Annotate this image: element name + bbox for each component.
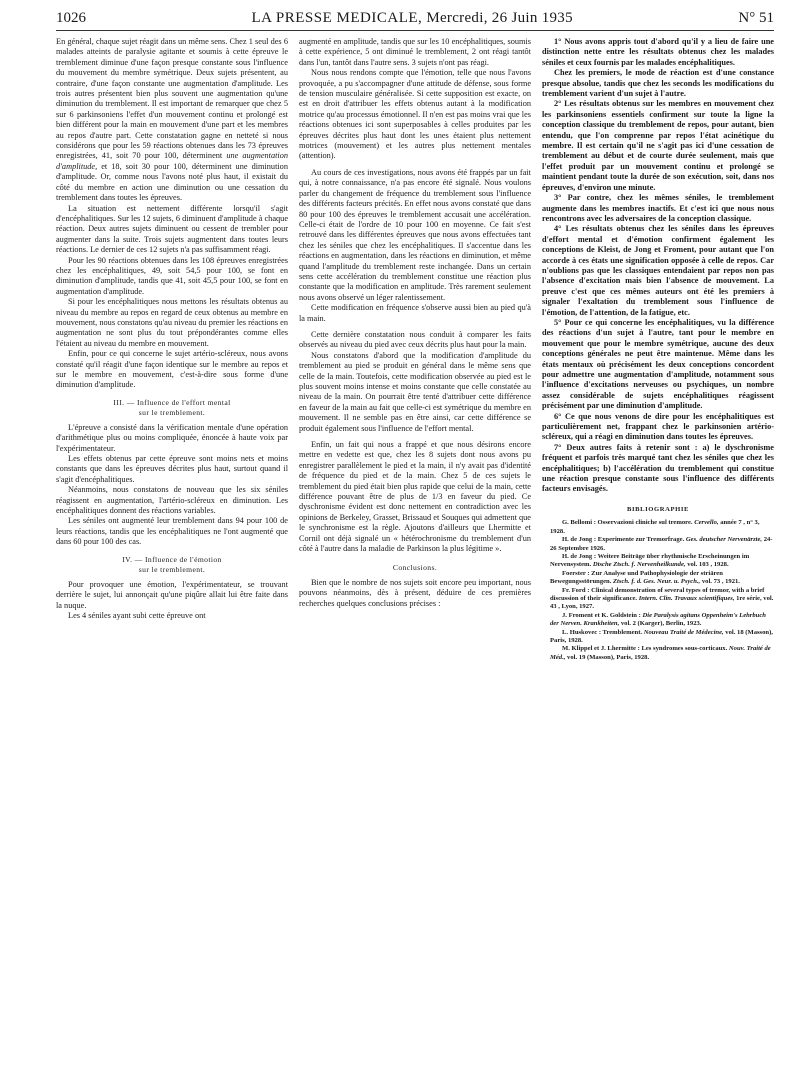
- paragraph: Pour provoquer une émotion, l'expérimentateur, se trouvant derrière le sujet, lui annonçait qu'une piqûre allait lui être faite dans la nuque.: [56, 579, 288, 610]
- ref-author: L. Huskovec: [562, 628, 598, 636]
- paragraph: Enfin, un fait qui nous a frappé et que nous désirons encore mettre en vedette est que, chez les 8 sujets dont nous avons pu enregistrer parallèlement le pied et la main, il n'y avait pas d'identité de fréquence du pied et de la main. Chez 5 de ces sujets le tremblement du pied était bien plus rapide que celui de la main, cette différence pouvant être de plus de 1/3 en faveur du pied. Ce dyschronisme évident est donc nettement en contradiction avec les opinions de Berkeley, Grasset, Brissaud et Souques qui admettent que le synchronisme est la règle. Ajoutons d'ailleurs que Lhermitte et Cornil ont déjà signalé un « hétérochronisme du tremblement d'un côté à l'autre dans la maladie de Parkinson la plus légitime ».: [299, 440, 531, 554]
- ref-detail: , 1928.: [708, 561, 729, 569]
- paragraph: Cette modification en fréquence s'observe aussi bien au pied qu'à la main.: [299, 303, 531, 323]
- conclusions-heading: Conclusions.: [392, 562, 438, 572]
- issue-date: Mercredi, 26 Juin 1935: [426, 10, 573, 26]
- ref-volume: 73: [713, 578, 721, 586]
- bibliography-entry: [542, 612, 774, 629]
- conclusion-item: 7° Deux autres faits à retenir sont : a) le dyschronisme fréquent et parfois très marqué tant chez les séniles que chez les encéphalitiques; b) l'accélération du tremblement qui constitue une réaction presque constante sous l'influence des différents facteurs envisagés.: [542, 442, 774, 494]
- article-columns: [56, 37, 774, 662]
- ref-volume: 43: [550, 603, 557, 611]
- paragraph: Au cours de ces investigations, nous avons été frappés par un fait qui, à notre connaissance, n'a pas encore été signalé. Nous voulons parler du changement de fréquence du tremblement sous l'influence des différents facteurs précités. En effet nous avons constaté que dans 80 pour 100 des épreuves le tremblement accusait une accélération. Celle-ci était de l'ordre de 10 pour 100 en moyenne. Ce fait s'est retrouvé dans les différentes épreuves que nous avons effectuées tant chez les séniles que chez les encéphalitiques. Il s'accentue dans les réactions en augmentation, dans les réactions en diminution, et même quand l'amplitude du tremblement reste inchangée. Dans un certain sens cette accélération du tremblement constitue une réaction plus constante que la modification en amplitude. Très rarement seulement nous avons observé un léger ralentissement.: [299, 167, 531, 302]
- ref-title: : Weitere Beiträge über rhythmische Erscheinungen im Nervensystem.: [550, 552, 750, 569]
- ref-volume: 18: [737, 628, 744, 636]
- section-subtitle: sur le tremblement.: [138, 407, 206, 417]
- section-heading: [56, 555, 288, 575]
- ref-author: H. de Jong: [562, 536, 593, 544]
- ref-title: : Clinical demonstration of several types of tremor, with a brief discussion of their significance.: [550, 586, 765, 602]
- ref-volume: 7: [738, 519, 742, 527]
- paragraph: Les séniles ont augmenté leur tremblement dans 94 pour 100 de leurs réactions, tandis que les encéphalitiques ne l'ont augmenté que dans 60 pour 100 des cas.: [56, 516, 288, 547]
- paragraph-text: et 18, soit 30 pour 100, déterminent une diminution d'amplitude. Or, comme nous l'avons noté plus haut, il existait du côté du membre en action une diminution ou une cessation du tremblement dans toutes les épreuves.: [56, 161, 288, 203]
- journal-name: LA PRESSE MEDICALE,: [251, 10, 423, 26]
- bibliography-heading: BIBLIOGRAPHIE: [626, 505, 690, 513]
- issue-number: N° 51: [738, 10, 774, 26]
- ref-detail: 24-26 Septembre 1926.: [550, 536, 773, 552]
- section-heading: [56, 398, 288, 418]
- paragraph: La situation est nettement différente lorsqu'il s'agit d'encéphalitiques. Sur les 12 sujets, 6 diminuent d'amplitude à chaque réaction. Deux autres sujets diminuent ou cessent de trembler pour augmenter dans la suite. Trois sujets augmentent dans toutes leurs réactions. Le dernier de ces 12 sujets n'a pas suffisamment réagi.: [56, 203, 288, 255]
- conclusion-item: 1° Nous avons appris tout d'abord qu'il y a lieu de faire une distinction nette entre les résultats obtenus chez les malades séniles et ceux fournis par les malades encéphalitiques.: [542, 37, 774, 67]
- bibliography-entry: [542, 629, 774, 646]
- ref-author: Foerster: [562, 569, 586, 577]
- ref-source: Nouv. Traité de Méd.,: [550, 645, 771, 661]
- ref-source: Ztsch. f. d. Ges. Neur. u. Psych.,: [613, 578, 701, 586]
- bibliography-entry: [542, 645, 774, 662]
- ref-author: G. Bellomi: [562, 519, 593, 527]
- ref-detail: 1re série, vol.: [734, 594, 774, 602]
- conclusion-item: 4° Les résultats obtenus chez les séniles dans les épreuves d'effort mental et d'émotion confirment également les conceptions de Kleist, de Jong et Froment, pour autant que l'on accorde à ces états une signification opposée à celle de repos. Car n'oublions pas que les classiques entendaient par repos non pas l'absence d'excitation mais bien l'absence de mouvement. La preuve c'est que ces mêmes auteurs ont été les premiers à signaler l'exaltation du tremblement sous l'influence de l'émotion, de l'attention, de la fatigue, etc.: [542, 224, 774, 317]
- ref-source: Ges. deutscher Nervenärzte,: [685, 536, 763, 544]
- ref-source: Nouveau Traité de Médecine,: [643, 628, 724, 636]
- paragraph: Enfin, pour ce qui concerne le sujet artério-scléreux, nous avons constaté qu'il réagit d'une façon identique sur le membre au repos et sur le membre en mouvement, c'est-à-dire sous forme d'une diminution d'amplitude.: [56, 349, 288, 390]
- bibliography-entry: [542, 570, 774, 587]
- page-header: [56, 10, 774, 31]
- paragraph: Les effets obtenus par cette épreuve sont moins nets et moins constants que dans les épreuves décrites plus haut, surtout quand il s'agit d'encéphalitiques.: [56, 454, 288, 484]
- ref-title: : Les syndromes sous-corticaux.: [635, 645, 729, 653]
- ref-author: Fr. Ford: [562, 586, 586, 594]
- ref-detail: vol.: [565, 653, 579, 661]
- journal-title: [252, 10, 573, 27]
- ref-title: : Osservazioni cliniche sul tremore.: [592, 519, 695, 527]
- ref-title: : Zur Analyse und Pathophysiologie der striären Bewegungsstörungen.: [550, 569, 723, 586]
- ref-detail: vol.: [619, 620, 633, 628]
- paragraph: Pour les 90 réactions obtenues dans les 108 épreuves enregistrées chez les encéphalitiques, 49, soit 54,5 pour 100, se font en diminution d'amplitude, tandis que 41, soit 45,5 pour 100, se font en augmentation d'amplitude.: [56, 255, 288, 296]
- column-3: [542, 37, 774, 662]
- ref-detail: (Karger), Berlin, 1923.: [635, 620, 702, 628]
- ref-detail: , n° 3, 1928.: [550, 519, 760, 535]
- conclusion-item: 2° Les résultats obtenus sur les membres en mouvement chez les parkinsoniens essentiels confirment sur toute la ligne la conception classique du tremblement de repos, pour autant, bien entendu, que l'on comprenne par repos l'état acinétique du membre. Il est certain qu'il ne s'agit pas ici d'une cessation de tremblement au début et de courte durée seulement, mais que l'effet produit par un mouvement continu et prolongé se maintient pendant toute la durée de son exécution, soit, dans nos épreuves, d'environ une minute.: [542, 99, 774, 192]
- paragraph: Néanmoins, nous constatons de nouveau que les six séniles réagissent en augmentation, l'artério-scléreux en diminution. Les encéphalitiques donnent des réactions variables.: [56, 485, 288, 516]
- conclusion-item: Chez les premiers, le mode de réaction est d'une constance presque absolue, tandis que chez les seconds les modifications du tremblement varient d'un sujet à l'autre.: [542, 68, 774, 99]
- ref-volume: 2: [632, 620, 636, 628]
- ref-source: Intern. Clin. Travaux scientifiques,: [638, 594, 735, 602]
- ref-author: H. de Jong: [562, 552, 593, 560]
- conclusion-item: 6° Ce que nous venons de dire pour les encéphalitiques est particulièrement net, frappant chez le parkinsonien artério-scléreux, qui a réagi en diminution dans toutes les épreuves.: [542, 411, 774, 442]
- paragraph: Nous nous rendons compte que l'émotion, telle que nous l'avons provoquée, a pu s'accompagner d'une attitude de défense, sous forme de tension musculaire généralisée. Si cette supposition est exacte, on est en droit d'attribuer les effets obtenus autant à la modification motrice qu'au processus émotionnel. Il n'en est pas moins vrai que les réactions obtenues ici sont superposables à celles produites par les épreuves décrites plus haut dont les unes étaient plus nettement motrices (mouvement) et les autres plus nettement mentales (attention).: [299, 68, 531, 161]
- section-title: III. — Influence de l'effort mental: [113, 397, 231, 407]
- page-number: 1026: [56, 10, 86, 26]
- ref-detail: , 1921.: [720, 578, 740, 586]
- paragraph: Bien que le nombre de nos sujets soit encore peu important, nous pouvons néanmoins, dès à présent, déduire de ces premières recherches quelques conclusions précises :: [299, 577, 531, 608]
- ref-source: Dtsche Ztsch. f. Nervenheilkunde,: [592, 561, 686, 569]
- paragraph: Cette dernière constatation nous conduit à comparer les faits observés au niveau du pied avec ceux décrits plus haut pour la main.: [299, 329, 531, 350]
- ref-volume: 19: [578, 653, 586, 661]
- conclusion-item: 5° Pour ce qui concerne les encéphalitiques, vu la différence des réactions d'un sujet à l'autre, tant pour le membre en mouvement que pour le membre symétrique, aucune des deux conceptions générales ne peut être maintenue. Même dans les états mentaux où précisément les deux conceptions concordent pour admettre une augmentation d'amplitude, notamment sous l'influence d'excitations nerveuses ou psychiques, un nombre assez considérable de sujets encéphalitiques réagissent précisément par une diminution d'amplitude.: [542, 317, 774, 411]
- ref-detail: (Masson), Paris, 1928.: [550, 628, 773, 644]
- ref-source: Cervello,: [694, 519, 719, 527]
- ref-author: J. Froment et K. Goldstein: [562, 611, 637, 619]
- ref-detail: vol.: [700, 578, 714, 586]
- paragraph: Nous constatons d'abord que la modification d'amplitude du tremblement au pied se produit en général dans le même sens que celle de la main. Toutefois, cette modification observée au pied est le plus souvent moins intense et moins constante que celle constatée au niveau de la main. On pourrait être tenté d'attribuer cette différence en faveur de la main au fait que celle-ci est symétrique du membre en mouvement. Il ne semble pas en être ainsi, car cette différence se produit également sous l'influence de l'effort mental.: [299, 350, 531, 433]
- conclusion-item: 3° Par contre, chez les mêmes séniles, le tremblement augmente dans les membres inactifs. Et c'est ici que nous nous rencontrons avec les adversaires de la conception classique.: [542, 193, 774, 223]
- ref-detail: année: [718, 519, 739, 527]
- column-2: [299, 37, 531, 662]
- ref-title: : Tremblement.: [597, 628, 644, 636]
- ref-volume: 103: [698, 561, 709, 569]
- ref-title: :: [636, 611, 643, 619]
- paragraph: [56, 37, 288, 204]
- bibliography-entry: [542, 519, 774, 536]
- bibliography-entry: [542, 587, 774, 612]
- paragraph: augmenté en amplitude, tandis que sur les 10 encéphalitiques, soumis à cette expérience, 5 ont diminué le tremblement, 2 ont réagi tantôt dans l'un, tantôt dans l'autre sens. 3 sujets n'ont pas réagi.: [299, 37, 531, 67]
- paragraph: Les 4 séniles ayant subi cette épreuve ont: [68, 610, 206, 620]
- section-title: IV. — Influence de l'émotion: [122, 554, 222, 564]
- column-1: [56, 37, 288, 662]
- paragraph: Si pour les encéphalitiques nous mettons les résultats obtenus au niveau du membre au repos en regard de ceux obtenus au membre en mouvement, nous constatons qu'au niveau du premier les réactions en augmentation ne sont plus du tout prépondérantes comme elles l'étaient au niveau du membre en mouvement.: [56, 297, 288, 348]
- bibliography-list: [542, 519, 774, 662]
- ref-title: : Experimente zur Tremorfrage.: [592, 536, 686, 544]
- paragraph-text: En général, chaque sujet réagit dans un même sens. Chez 1 seul des 6 malades atteints de paralysie agitante et soumis à cette épreuve le tremblement diminue d'une façon presque constante sous l'influence du mouvement du membre symétrique. Deux sujets présentent, au contraire, d'une façon constante une augmentation d'amplitude. Les trois autres présentent bien plus souvent une augmentation qu'une diminution du tremblement. Il est important de remarquer que chez 5 sur 6 parkinsoniens l'effet d'un mouvement continu et prolongé est bien différent pour la main en mouvement d'une part et les membres au repos d'autre part. Cette constatation gagne en netteté si nous considérons que pour les 59 réactions obtenues dans les 73 épreuves enregistrées, 41, soit 70 pour 100, déterminent: [56, 37, 288, 161]
- bibliography-entry: [542, 553, 774, 570]
- paragraph: L'épreuve a consisté dans la vérification mentale d'une opération d'arithmétique plus ou moins compliquée, énoncée à haute voix par l'expérimentateur.: [56, 422, 288, 453]
- emphasis: une augmentation d'amplitude,: [56, 151, 289, 171]
- ref-detail: (Masson), Paris, 1928.: [585, 653, 650, 661]
- ref-detail: vol.: [723, 628, 738, 636]
- ref-detail: , Lyon, 1927.: [556, 603, 594, 611]
- ref-author: M. Klippel et J. Lhermitte: [562, 645, 636, 653]
- section-subtitle: sur le tremblement.: [138, 564, 206, 574]
- bibliography-entry: [542, 536, 774, 553]
- ref-detail: vol.: [685, 561, 699, 569]
- ref-source: Die Paralysis agitans Oppenheim's Lehrbuch der Nerven. Krankheiten,: [550, 611, 766, 628]
